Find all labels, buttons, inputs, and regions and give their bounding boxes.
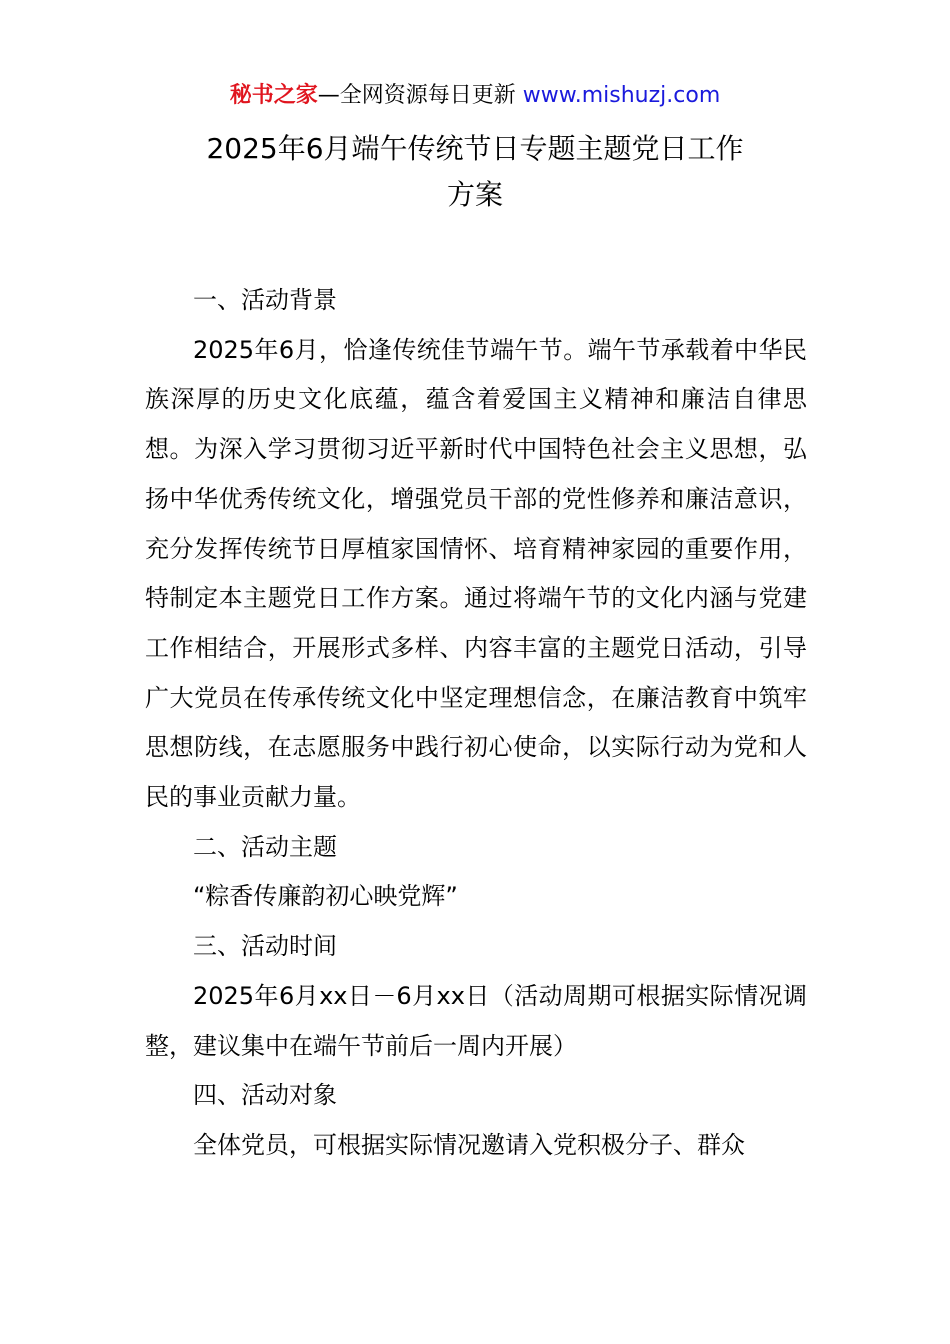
section-heading-time: 三、活动时间 [193,932,337,961]
section-heading-participants: 四、活动对象 [193,1081,337,1110]
section-heading-background: 一、活动背景 [193,286,337,314]
document-body [145,276,807,1171]
header-tagline: —全网资源每日更新 [317,83,523,108]
title-line-2: 方案 [446,178,503,211]
document-title [145,126,805,218]
paragraph-theme: “粽香传廉韵初心映党辉” [193,882,458,911]
paragraph-participants: 全体党员，可根据实际情况邀请入党积极分子、群众 [193,1130,745,1159]
site-url-link[interactable]: www.mishuzj.com [522,83,721,108]
brand-name: 秘书之家 [229,83,318,108]
section-heading-theme: 二、活动主题 [193,832,337,861]
paragraph-time: 2025年6月xx日－6月xx日（活动周期可根据实际情况调整，建议集中在端午节前后一周内开展） [145,981,807,1060]
site-header [0,80,950,112]
paragraph-background: 2025年6月，恰逢传统佳节端午节。端午节承载着中华民族深厚的历史文化底蕴，蕴含着爱国主义精神和廉洁自律思想。为深入学习贯彻习近平新时代中国特色社会主义思想，弘扬中华优秀传统文化，增强党员干部的党性修养和廉洁意识，充分发挥传统节日厚植家国情怀、培育精神家园的重要作用，特制定本主题党日工作方案。通过将端午节的文化内涵与党建工作相结合，开展形式多样、内容丰富的主题党日活动，引导广大党员在传承传统文化中坚定理想信念，在廉洁教育中筑牢思想防线，在志愿服务中践行初心使命，以实际行动为党和人民的事业贡献力量。 [145,335,807,812]
title-line-1: 2025年6月端午传统节日专题主题党日工作 [206,132,744,165]
